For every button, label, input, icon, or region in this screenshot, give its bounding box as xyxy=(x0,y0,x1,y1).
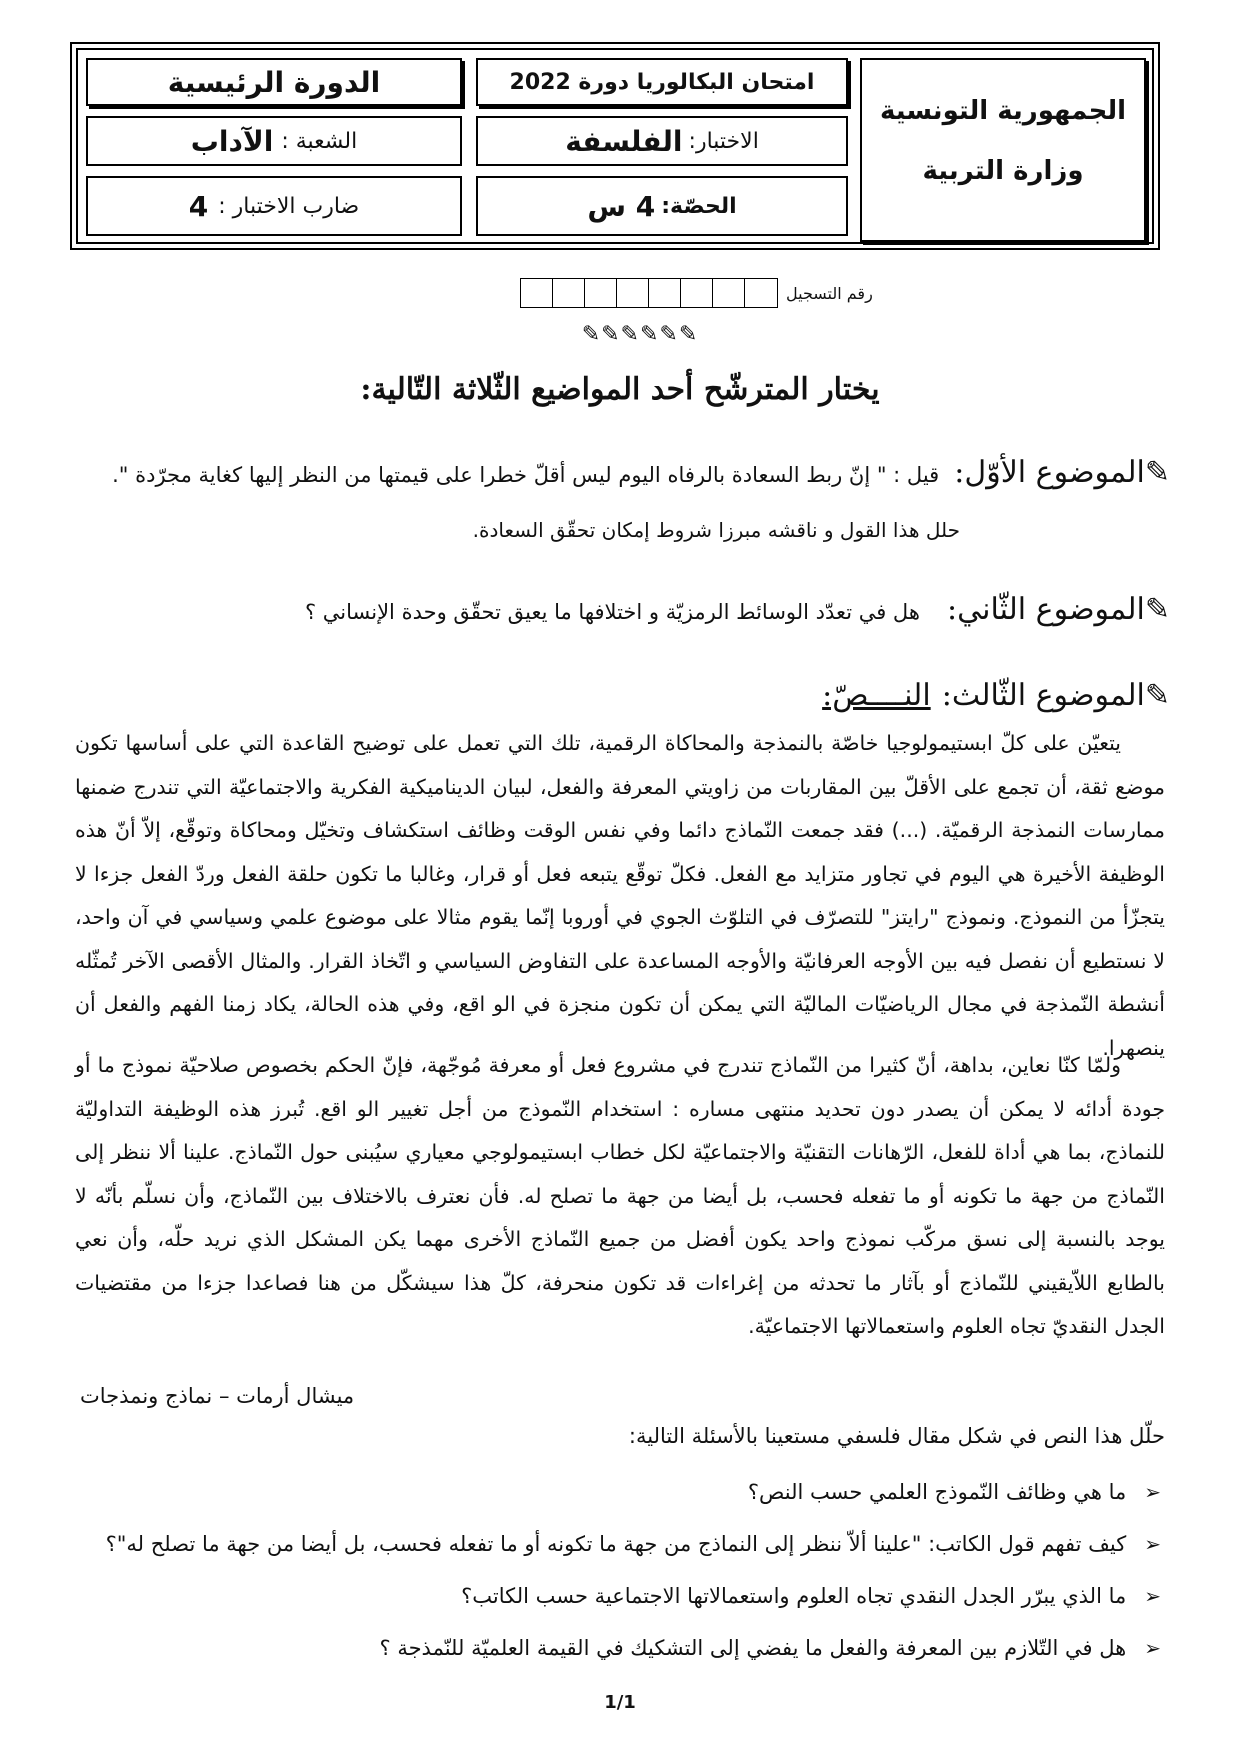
subject-value: الفلسفة xyxy=(565,124,683,158)
duration-label: الحصّة: xyxy=(661,193,737,219)
topic-1-quote: قيل : " إنّ ربط السعادة بالرفاه اليوم ليس أقلّ خطرا على قيمتها من النظر إليها كغاية مجرّدة ". xyxy=(112,463,940,487)
list-item xyxy=(55,1622,1165,1674)
pencil-icons-decoration: ✎✎✎✎✎✎ xyxy=(581,322,699,347)
instruction-heading: يختار المترشّح أحد المواضيع الثّلاثة التّالية: xyxy=(360,372,880,407)
question-text: كيف تفهم قول الكاتب: "علينا ألاّ ننظر إلى النماذج من جهة ما تكونه أو ما تفعله فحسب، بل أيضا من جهة ما تصلح له"؟ xyxy=(105,1532,1127,1556)
question-text: ما الذي يبرّر الجدل النقدي تجاه العلوم واستعمالاتها الاجتماعية حسب الكاتب؟ xyxy=(461,1584,1127,1608)
ministry-name: وزارة التربية xyxy=(922,156,1084,186)
arrow-bullet-icon: ➢ xyxy=(1144,1636,1161,1660)
subject-cell xyxy=(476,116,848,166)
page-number: 1/1 xyxy=(604,1692,636,1713)
session-title: الدورة الرئيسية xyxy=(167,65,381,99)
registration-boxes[interactable] xyxy=(520,278,778,308)
topic-1-task: حلل هذا القول و ناقشه مبرزا شروط إمكان تحقّق السعادة. xyxy=(472,518,960,542)
registration-box[interactable] xyxy=(745,279,777,307)
session-cell xyxy=(86,58,462,106)
registration-box[interactable] xyxy=(681,279,713,307)
ministry-box xyxy=(860,58,1146,242)
branch-value: الآداب xyxy=(190,124,274,158)
coefficient-value: 4 xyxy=(188,189,209,223)
coefficient-label: ضارب الاختبار : xyxy=(218,193,360,219)
topic-3-heading: ✎الموضوع الثّالث: xyxy=(941,678,1170,713)
question-text: ما هي وظائف النّموذج العلمي حسب النص؟ xyxy=(747,1480,1127,1504)
topic-2-question: هل في تعدّد الوسائط الرمزيّة و اختلافها ما يعيق تحقّق وحدة الإنساني ؟ xyxy=(304,600,920,624)
registration-number xyxy=(520,278,873,308)
subject-label: الاختبار: xyxy=(688,128,759,154)
exam-title: امتحان البكالوريا دورة 2022 xyxy=(509,69,815,95)
coefficient-cell xyxy=(86,176,462,236)
duration-cell xyxy=(476,176,848,236)
registration-box[interactable] xyxy=(521,279,553,307)
registration-box[interactable] xyxy=(649,279,681,307)
arrow-bullet-icon: ➢ xyxy=(1144,1584,1161,1608)
registration-box[interactable] xyxy=(553,279,585,307)
list-item xyxy=(55,1518,1165,1570)
branch-cell xyxy=(86,116,462,166)
topic-2 xyxy=(60,592,1170,627)
text-paragraph-2: ولمّا كنّا نعاين، بداهة، أنّ كثيرا من النّماذج تندرج في مشروع فعل أو معرفة مُوجّهة، فإنّ الحكم بخصوص صلاحيّة نموذج ما أو جودة أدائه لا يمكن أن يصدر دون تحديد منتهى مساره : استخدام النّموذج من أجل تغيير الو اقع. تُبرز هذه الوظيفة التداوليّة للنماذج، بما هي أداة للفعل، الرّهانات التقنيّة والاجتماعيّة لكل خطاب ابستيمولوجي معياري سيُبنى حول النّماذج. علينا ألا ننظر إلى النّماذج من جهة ما تكونه أو ما تفعله فحسب، بل أيضا من جهة ما تصلح له. فأن نعترف بالاختلاف بين النّماذج، وأن نسلّم بأنّه لا يوجد بالنسبة إلى نسق مركّب نموذج واحد يكون أفضل من جميع النّماذج الأخرى مهما يكن المشكل الذي نريد حلّه، وأن نعي بالطابع اللاّيقيني للنّماذج أو بآثار ما تحدثه من إغراءات قد تكون منحرفة، كلّ هذا سيشكّل من هنا فصاعدا جزءا من مقتضيات الجدل النقديّ تجاه العلوم واستعمالاتها الاجتماعيّة. xyxy=(75,1053,1165,1338)
topic-3-text-label: النــــصّ: xyxy=(822,678,931,713)
text-author: ميشال أرمات – نماذج ونمذجات xyxy=(80,1384,355,1408)
question-text: هل في التّلازم بين المعرفة والفعل ما يفضي إلى التشكيك في القيمة العلميّة للنّمذجة ؟ xyxy=(379,1636,1127,1660)
list-item xyxy=(55,1466,1165,1518)
questions-intro: حلّل هذا النص في شكل مقال فلسفي مستعينا بالأسئلة التالية: xyxy=(628,1424,1165,1448)
text-paragraph-1: يتعيّن على كلّ ابستيمولوجيا خاصّة بالنمذجة والمحاكاة الرقمية، تلك التي تعمل على توضيح القاعدة التي على أساسها تكون موضع ثقة، أن تجمع على الأقلّ بين المقاربات من زاويتي المعرفة والفعل، لبيان الديناميكية الفكرية والاجتماعيّة التي تندرج ضمنها ممارسات النمذجة الرقميّة. (...) فقد جمعت النّماذج دائما وفي نفس الوقت وظائف استكشاف وتخيّل ومحاكاة وتوقّع، إلاّ أنّ هذه الوظيفة الأخيرة هي اليوم في تجاور متزايد مع الفعل. فكلّ توقّع يتبعه فعل أو قرار، وغالبا ما تكون حلقة الفعل وردّ الفعل جزءا لا يتجزّأ من النموذج. ونموذج "رايتز" للتصرّف في التلوّث الجوي في أوروبا إنّما يقوم مثالا على موضوع علمي وسياسي في آن واحد، لا نستطيع أن نفصل فيه بين الأوجه العرفانيّة والأوجه المساعدة على التفاوض السياسي و اتّخاذ القرار. والمثال الأقصى الآخر تُمثّله أنشطة النّمذجة في مجال الرياضيّات الماليّة التي يمكن أن تكون منجزة في الو اقع، وفي هذه الحالة، يكاد زمنا الفهم والفعل أن ينصهرا. xyxy=(75,731,1165,1060)
registration-box[interactable] xyxy=(585,279,617,307)
questions-list xyxy=(55,1466,1165,1674)
arrow-bullet-icon: ➢ xyxy=(1144,1480,1161,1504)
registration-box[interactable] xyxy=(713,279,745,307)
exam-title-cell xyxy=(476,58,848,106)
list-item xyxy=(55,1570,1165,1622)
registration-box[interactable] xyxy=(617,279,649,307)
country-name: الجمهورية التونسية xyxy=(879,96,1127,126)
topic-1-heading: ✎الموضوع الأوّل: xyxy=(954,455,1170,490)
topic-3 xyxy=(60,678,1170,713)
topic-1 xyxy=(60,455,1170,490)
arrow-bullet-icon: ➢ xyxy=(1144,1532,1161,1556)
duration-value: 4 س xyxy=(587,189,656,223)
topic-2-heading: ✎الموضوع الثّاني: xyxy=(947,592,1170,627)
branch-label: الشعبة : xyxy=(281,128,358,154)
registration-label: رقم التسجيل xyxy=(786,283,873,303)
